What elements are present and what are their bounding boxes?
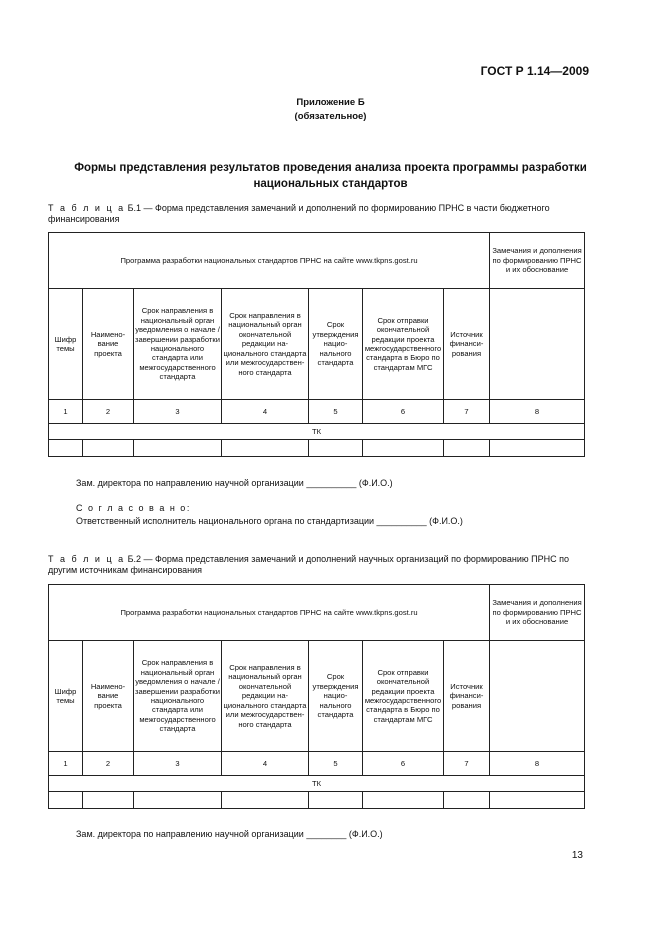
table-b1-num-5: 5: [309, 400, 363, 424]
table-b2-cell[interactable]: [490, 792, 585, 809]
table-b2-remarks-header: Замечания и дополнения по формированию ПРНС и их обоснование: [490, 585, 585, 641]
table-b1-cell[interactable]: [134, 440, 222, 457]
table-b1-tk-label: ТК: [49, 424, 585, 440]
table-b2-col-mgs-term: Срок отправки окончательной редакции проекта межгосударственного стандарта в Бюро по стандартам МГС: [363, 641, 444, 752]
table-b1-col-funding: Источник финансирования: [444, 289, 490, 400]
table-b2-tk-row: [49, 776, 585, 792]
table-b2-tk-label: ТК: [49, 776, 585, 792]
signature-deputy-director-2: Зам. директора по направлению научной организации ________ (Ф.И.О.): [76, 829, 383, 839]
table-b2-header-row2: [49, 641, 585, 752]
table-b1-num-3: 3: [134, 400, 222, 424]
table-b2-empty-row: [49, 792, 585, 809]
table-b1-col-mgs-term: Срок отправки окончательной редакции проекта межгосударственного стандарта в Бюро по стандартам МГС: [363, 289, 444, 400]
table-b2-num-5: 5: [309, 752, 363, 776]
table-b2: [48, 584, 585, 809]
table-b2-cell[interactable]: [222, 792, 309, 809]
appendix-heading: [0, 96, 661, 124]
table-b1-cell[interactable]: [49, 440, 83, 457]
table-b1-num-2: 2: [83, 400, 134, 424]
table-b1-cell[interactable]: [444, 440, 490, 457]
table-b1-col-code: Шифр темы: [49, 289, 83, 400]
table-b2-cell[interactable]: [49, 792, 83, 809]
table-b1-col-notice-term: Срок направления в национальный орган уведомления о начале / завершении разработки национального стандарта или межгосударственного стандарта: [134, 289, 222, 400]
table-b1-header-row1: [49, 233, 585, 289]
table-b2-col-funding: Источник финансирования: [444, 641, 490, 752]
table-b2-cell[interactable]: [309, 792, 363, 809]
table-b1-caption-prefix: Т а б л и ц а: [48, 203, 126, 213]
table-b1-remarks-header: Замечания и дополнения по формированию ПРНС и их обоснование: [490, 233, 585, 289]
table-b1-cell[interactable]: [309, 440, 363, 457]
signature-deputy-director-1: Зам. директора по направлению научной организации __________ (Ф.И.О.): [76, 478, 393, 488]
table-b2-header-row1: [49, 585, 585, 641]
table-b2-caption: [48, 554, 593, 576]
table-b2-cell[interactable]: [363, 792, 444, 809]
table-b2-num-6: 6: [363, 752, 444, 776]
table-b2-col-approval-term: Срок утверждения национального стандарта: [309, 641, 363, 752]
table-b2-col-code: Шифр темы: [49, 641, 83, 752]
table-b2-num-3: 3: [134, 752, 222, 776]
agreed-label: С о г л а с о в а н о:: [76, 503, 191, 513]
document-title-line2: национальных стандартов: [253, 178, 408, 190]
document-code: ГОСТ Р 1.14—2009: [480, 64, 589, 78]
page-number: 13: [571, 850, 583, 861]
table-b2-cell[interactable]: [83, 792, 134, 809]
table-b1-col-approval-term: Срок утверждения национального стандарта: [309, 289, 363, 400]
table-b1: [48, 232, 585, 457]
table-b1-tk-row: [49, 424, 585, 440]
table-b1-num-4: 4: [222, 400, 309, 424]
table-b1-caption-text: Б.1 — Форма представления замечаний и дополнений по формированию ПРНС в части бюджетного финансирования: [48, 203, 550, 224]
table-b1-empty-row: [49, 440, 585, 457]
table-b1-num-7: 7: [444, 400, 490, 424]
table-b2-col-final-term: Срок направления в национальный орган окончательной редакции национального стандарта или межгосударственного стандарта: [222, 641, 309, 752]
table-b2-num-8: 8: [490, 752, 585, 776]
table-b2-cell[interactable]: [444, 792, 490, 809]
table-b2-caption-prefix: Т а б л и ц а: [48, 554, 126, 564]
table-b2-caption-text: Б.2 — Форма представления замечаний и дополнений научных организаций по формированию ПРНС по другим источникам финансирования: [48, 554, 569, 575]
table-b1-header-row2: [49, 289, 585, 400]
table-b1-num-6: 6: [363, 400, 444, 424]
table-b1-num-1: 1: [49, 400, 83, 424]
table-b2-num-1: 1: [49, 752, 83, 776]
table-b1-col-final-term: Срок направления в национальный орган окончательной редакции национального стандарта или межгосударственного стандарта: [222, 289, 309, 400]
appendix-status: (обязательное): [294, 111, 367, 122]
table-b2-col-notice-term: Срок направления в национальный орган уведомления о начале / завершении разработки национального стандарта или межгосударственного стандарта: [134, 641, 222, 752]
table-b1-caption: [48, 203, 593, 225]
table-b1-num-8: 8: [490, 400, 585, 424]
table-b2-num-2: 2: [83, 752, 134, 776]
table-b1-program-header: Программа разработки национальных стандартов ПРНС на сайте www.tkpns.gost.ru: [49, 233, 490, 289]
appendix-title: Приложение Б: [296, 97, 365, 108]
table-b1-col-remarks: [490, 289, 585, 400]
table-b2-col-remarks: [490, 641, 585, 752]
table-b1-cell[interactable]: [363, 440, 444, 457]
signature-responsible-executor: Ответственный исполнитель национального органа по стандартизации __________ (Ф.И.О.): [76, 516, 463, 526]
table-b1-col-name: Наименование проекта: [83, 289, 134, 400]
table-b1-number-row: [49, 400, 585, 424]
table-b2-num-7: 7: [444, 752, 490, 776]
table-b2-num-4: 4: [222, 752, 309, 776]
table-b2-number-row: [49, 752, 585, 776]
table-b2-col-name: Наименование проекта: [83, 641, 134, 752]
table-b2-cell[interactable]: [134, 792, 222, 809]
document-title: [0, 160, 661, 192]
table-b2-program-header: Программа разработки национальных стандартов ПРНС на сайте www.tkpns.gost.ru: [49, 585, 490, 641]
table-b1-cell[interactable]: [222, 440, 309, 457]
document-title-line1: Формы представления результатов проведения анализа проекта программы разработки: [74, 162, 587, 174]
table-b1-cell[interactable]: [490, 440, 585, 457]
table-b1-cell[interactable]: [83, 440, 134, 457]
